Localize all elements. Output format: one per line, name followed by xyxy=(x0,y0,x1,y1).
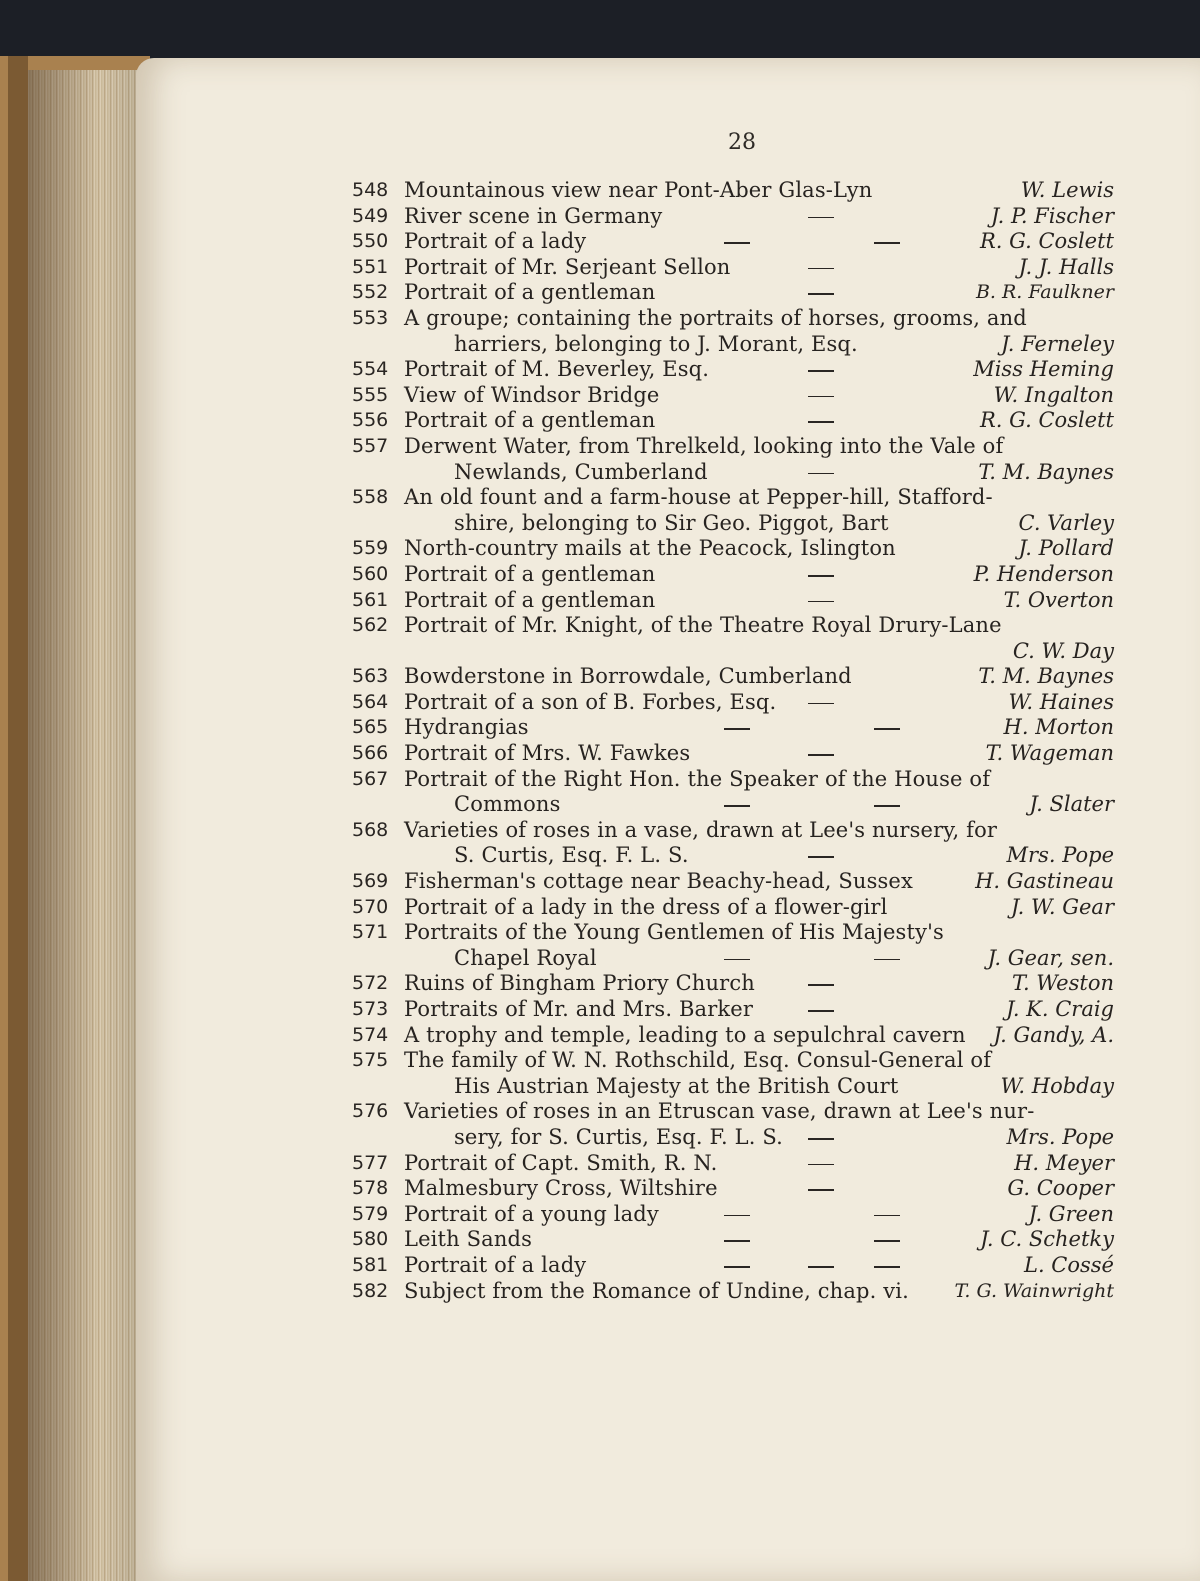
entry-number: 564 xyxy=(352,690,389,713)
entry-title-continuation: Commons xyxy=(454,792,561,817)
entry-title: A groupe; containing the portraits of horses, grooms, and xyxy=(404,305,1027,330)
entry-artist: G. Cooper xyxy=(1007,1176,1114,1201)
catalogue-entry-continuation xyxy=(352,332,1122,358)
entry-title: View of Windsor Bridge xyxy=(404,382,660,407)
entry-number: 570 xyxy=(352,895,389,918)
catalogue-entry xyxy=(352,997,1122,1023)
entry-number: 568 xyxy=(352,818,389,841)
leader-dash xyxy=(724,805,750,807)
entry-number: 573 xyxy=(352,998,389,1020)
entry-number: 577 xyxy=(352,1151,389,1174)
entry-title: Portrait of a gentleman xyxy=(404,587,656,612)
entry-artist: H. Gastineau xyxy=(975,869,1114,894)
entry-title-continuation: shire, belonging to Sir Geo. Piggot, Bart xyxy=(454,510,889,535)
leader-dash xyxy=(808,1010,834,1012)
catalogue-entry xyxy=(352,306,1122,332)
catalogue-entry-continuation xyxy=(352,946,1122,972)
entry-artist: W. Ingalton xyxy=(993,382,1114,407)
entry-artist: P. Henderson xyxy=(973,561,1114,586)
catalogue-entry-continuation xyxy=(352,460,1122,486)
entry-artist: J. W. Gear xyxy=(1010,894,1114,919)
catalogue-entry xyxy=(352,741,1122,767)
entry-title-continuation: S. Curtis, Esq. F. L. S. xyxy=(454,843,689,868)
catalogue-entry xyxy=(352,1253,1122,1279)
entry-artist: Miss Heming xyxy=(973,357,1114,382)
catalogue-entry-continuation xyxy=(352,511,1122,537)
catalogue-entry xyxy=(352,1279,1122,1305)
leader-dash xyxy=(808,1189,834,1191)
entry-title-continuation: sery, for S. Curtis, Esq. F. L. S. xyxy=(454,1124,783,1149)
leader-dash xyxy=(724,1266,750,1268)
leader-dash xyxy=(808,473,834,475)
entry-title: Portrait of a gentleman xyxy=(404,561,656,586)
entry-artist: J. Gear, sen. xyxy=(987,945,1114,970)
entry-artist: T. Weston xyxy=(1012,971,1114,996)
catalogue-entry-continuation xyxy=(352,792,1122,818)
entry-artist: T. G. Wainwright xyxy=(954,1279,1114,1302)
entry-artist: B. R. Faulkner xyxy=(975,281,1114,304)
entry-title: Fisherman's cottage near Beachy-head, Sussex xyxy=(404,869,914,894)
entry-artist: T. M. Baynes xyxy=(978,459,1114,484)
leader-dash xyxy=(808,1164,834,1166)
leader-dash xyxy=(724,1240,750,1242)
leader-dash xyxy=(724,242,750,244)
leader-dash xyxy=(808,421,834,423)
leader-dash xyxy=(808,1138,834,1140)
leader-dash xyxy=(874,1240,900,1242)
entry-title: A trophy and temple, leading to a sepulchral cavern xyxy=(404,1022,966,1047)
catalogue-entry xyxy=(352,1151,1122,1177)
leader-dash xyxy=(808,703,834,705)
catalogue-entry-continuation xyxy=(352,1074,1122,1100)
entry-title: Portrait of a lady in the dress of a flower-girl xyxy=(404,894,888,919)
catalogue-entry xyxy=(352,357,1122,383)
leader-dash xyxy=(808,1266,834,1268)
entry-artist: C. W. Day xyxy=(1012,638,1114,663)
leader-dash xyxy=(808,754,834,756)
entry-artist: J. Slater xyxy=(1029,792,1114,817)
catalogue-entry xyxy=(352,895,1122,921)
entry-title: Varieties of roses in an Etruscan vase, drawn at Lee's nur- xyxy=(404,1099,1035,1124)
entry-number: 574 xyxy=(352,1023,389,1046)
leader-dash xyxy=(724,728,750,730)
catalogue-entry xyxy=(352,613,1122,639)
entry-title: Portrait of a son of B. Forbes, Esq. xyxy=(404,689,777,714)
entry-title: Portrait of a lady xyxy=(404,229,587,254)
catalogue-entry xyxy=(352,715,1122,741)
leader-dash xyxy=(874,959,900,961)
entry-number: 553 xyxy=(352,306,389,329)
entry-artist: W. Lewis xyxy=(1020,178,1114,202)
entry-title: Portrait of a young lady xyxy=(404,1201,659,1226)
entry-title: Portrait of Capt. Smith, R. N. xyxy=(404,1150,718,1175)
catalogue-entry xyxy=(352,255,1122,281)
catalogue-entry xyxy=(352,869,1122,895)
entry-title-continuation: Newlands, Cumberland xyxy=(454,459,708,484)
leader-dash xyxy=(724,1215,750,1217)
entry-artist: C. Varley xyxy=(1018,510,1114,535)
leader-dash xyxy=(808,856,834,858)
entry-number: 580 xyxy=(352,1228,389,1251)
entry-title: North-country mails at the Peacock, Islington xyxy=(404,536,896,561)
leader-dash xyxy=(808,217,834,219)
entry-artist: J. K. Craig xyxy=(1006,997,1114,1021)
entry-number: 551 xyxy=(352,255,389,278)
entry-artist: L. Cossé xyxy=(1024,1252,1114,1277)
catalogue-entry xyxy=(352,767,1122,793)
entry-artist: H. Morton xyxy=(1003,715,1114,740)
catalogue-entry xyxy=(352,1099,1122,1125)
entry-title: Mountainous view near Pont-Aber Glas-Lyn xyxy=(404,178,873,202)
catalogue-entry xyxy=(352,1176,1122,1202)
entry-number: 562 xyxy=(352,614,389,637)
catalogue-entry xyxy=(352,204,1122,230)
catalogue-entry xyxy=(352,383,1122,409)
entry-number: 552 xyxy=(352,281,389,304)
entry-number: 561 xyxy=(352,588,389,611)
entry-number: 565 xyxy=(352,716,389,739)
entry-number: 554 xyxy=(352,358,389,381)
entry-number: 576 xyxy=(352,1100,389,1123)
entry-number: 557 xyxy=(352,434,389,457)
entry-number: 559 xyxy=(352,537,389,560)
entry-title: Malmesbury Cross, Wiltshire xyxy=(404,1176,718,1201)
leader-dash xyxy=(874,242,900,244)
entry-title: Portrait of M. Beverley, Esq. xyxy=(404,357,710,382)
leader-dash xyxy=(874,728,900,730)
entry-number: 558 xyxy=(352,486,389,509)
entry-title: Portrait of a lady xyxy=(404,1252,587,1277)
entry-artist: T. M. Baynes xyxy=(978,664,1114,689)
entry-title: Portrait of Mr. Serjeant Sellon xyxy=(404,254,731,279)
entry-artist: J. Pollard xyxy=(1018,536,1114,561)
leader-dash xyxy=(808,370,834,372)
catalogue-entry xyxy=(352,408,1122,434)
catalogue-entry xyxy=(352,562,1122,588)
entry-number: 572 xyxy=(352,972,389,995)
entry-number: 555 xyxy=(352,383,389,406)
catalogue-list xyxy=(352,178,1122,1304)
entry-title-continuation: harriers, belonging to J. Morant, Esq. xyxy=(454,331,858,356)
entry-title: Portraits of the Young Gentlemen of His Majesty's xyxy=(404,920,944,945)
entry-artist: W. Hobday xyxy=(1000,1073,1114,1098)
catalogue-entry xyxy=(352,280,1122,306)
catalogue-entry xyxy=(352,434,1122,460)
entry-number: 556 xyxy=(352,409,389,432)
catalogue-entry xyxy=(352,1227,1122,1253)
entry-title: Varieties of roses in a vase, drawn at Lee's nursery, for xyxy=(404,817,998,842)
entry-artist: H. Meyer xyxy=(1014,1150,1114,1175)
leader-dash xyxy=(874,1266,900,1268)
entry-artist: T. Overton xyxy=(1003,587,1114,612)
leader-dash xyxy=(874,805,900,807)
entry-title: The family of W. N. Rothschild, Esq. Consul-General of xyxy=(404,1048,992,1073)
entry-title: Leith Sands xyxy=(404,1227,533,1252)
catalogue-entry xyxy=(352,920,1122,946)
entry-artist: Mrs. Pope xyxy=(1006,843,1114,868)
entry-title: River scene in Germany xyxy=(404,203,663,228)
entry-artist: J. C. Schetky xyxy=(980,1227,1114,1252)
entry-number: 548 xyxy=(352,179,389,201)
catalogue-entry xyxy=(352,1202,1122,1228)
entry-title: Bowderstone in Borrowdale, Cumberland xyxy=(404,664,852,689)
entry-title: Hydrangias xyxy=(404,715,529,740)
entry-number: 582 xyxy=(352,1279,389,1302)
entry-number: 578 xyxy=(352,1177,389,1200)
entry-title: Subject from the Romance of Undine, chap. vi. xyxy=(404,1278,909,1303)
entry-number: 579 xyxy=(352,1202,389,1225)
entry-artist: J. Ferneley xyxy=(1001,331,1114,356)
catalogue-entry xyxy=(352,229,1122,255)
book-spine-edge xyxy=(8,56,28,1581)
entry-artist: R. G. Coslett xyxy=(979,408,1114,433)
catalogue-entry-continuation xyxy=(352,639,1122,665)
catalogue-entry xyxy=(352,536,1122,562)
entry-artist: J. Gandy, A. xyxy=(993,1022,1114,1047)
entry-title: Portrait of Mr. Knight, of the Theatre Royal Drury-Lane xyxy=(404,613,1002,638)
entry-number: 566 xyxy=(352,742,389,765)
entry-title: Portrait of a gentleman xyxy=(404,280,656,305)
catalogue-entry xyxy=(352,664,1122,690)
catalogue-entry xyxy=(352,1048,1122,1074)
catalogue-entry-continuation xyxy=(352,843,1122,869)
entry-number: 575 xyxy=(352,1049,389,1072)
entry-number: 550 xyxy=(352,230,389,253)
entry-artist: J. P. Fischer xyxy=(990,203,1114,228)
entry-title: Portrait of Mrs. W. Fawkes xyxy=(404,741,691,766)
page-number: 28 xyxy=(728,130,756,155)
entry-title: An old fount and a farm-house at Pepper-hill, Stafford- xyxy=(404,485,993,510)
catalogue-entry-continuation xyxy=(352,1125,1122,1151)
entry-title: Portrait of the Right Hon. the Speaker of the House of xyxy=(404,766,991,791)
entry-number: 549 xyxy=(352,204,389,227)
catalogue-entry xyxy=(352,971,1122,997)
entry-number: 567 xyxy=(352,767,389,790)
leader-dash xyxy=(808,268,834,270)
page-edge-shadow xyxy=(28,70,146,1581)
catalogue-entry xyxy=(352,485,1122,511)
entry-number: 569 xyxy=(352,870,389,893)
entry-number: 571 xyxy=(352,921,389,944)
entry-artist: R. G. Coslett xyxy=(979,229,1114,254)
entry-artist: T. Wageman xyxy=(985,741,1114,766)
entry-number: 581 xyxy=(352,1253,389,1276)
entry-title: Portraits of Mr. and Mrs. Barker xyxy=(404,997,754,1021)
entry-title-continuation: His Austrian Majesty at the British Court xyxy=(454,1073,899,1098)
entry-title: Ruins of Bingham Priory Church xyxy=(404,971,755,996)
catalogue-entry xyxy=(352,588,1122,614)
entry-artist: J. Green xyxy=(1028,1201,1114,1226)
leader-dash xyxy=(724,959,750,961)
entry-artist: W. Haines xyxy=(1008,689,1114,714)
leader-dash xyxy=(808,396,834,398)
entry-title: Derwent Water, from Threlkeld, looking into the Vale of xyxy=(404,433,1004,458)
entry-number: 563 xyxy=(352,665,389,688)
entry-artist: J. J. Halls xyxy=(1018,254,1114,279)
entry-number: 560 xyxy=(352,562,389,585)
catalogue-entry xyxy=(352,690,1122,716)
leader-dash xyxy=(808,575,834,577)
catalogue-entry xyxy=(352,178,1122,204)
entry-title: Portrait of a gentleman xyxy=(404,408,656,433)
leader-dash xyxy=(808,293,834,295)
leader-dash xyxy=(808,984,834,986)
entry-artist: Mrs. Pope xyxy=(1006,1124,1114,1149)
catalogue-entry xyxy=(352,1023,1122,1049)
entry-title-continuation: Chapel Royal xyxy=(454,945,597,970)
catalogue-entry xyxy=(352,818,1122,844)
leader-dash xyxy=(808,601,834,603)
leader-dash xyxy=(874,1215,900,1217)
